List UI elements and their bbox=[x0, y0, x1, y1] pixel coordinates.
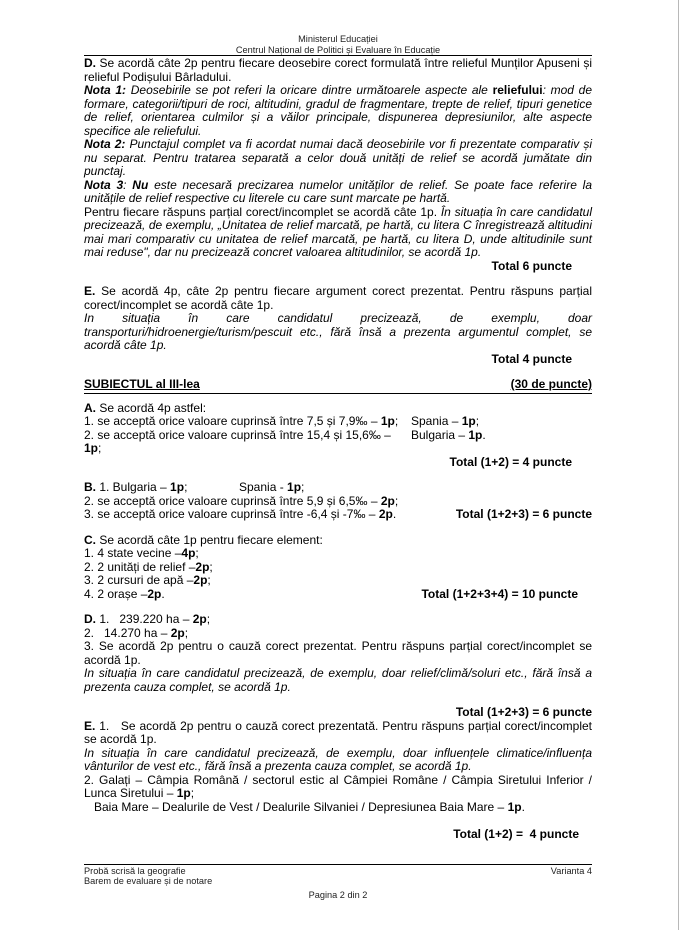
e-row-3-end: . bbox=[522, 800, 525, 814]
subject-3-b-row-3 bbox=[84, 508, 592, 522]
subject-3-a-intro-text: Se acordă 4p astfel: bbox=[96, 401, 206, 415]
subject-3-a-row-2 bbox=[84, 429, 592, 456]
a-row-2-right-end: . bbox=[482, 428, 485, 442]
document-page bbox=[84, 0, 592, 842]
c-item-2-text: 2. 2 unități de relief – bbox=[84, 561, 195, 575]
c-item-3-points: 2p bbox=[193, 574, 207, 588]
d-italic-note: In situația în care candidatul precizează, de exemplu, doar relief/climă/soluri etc., fără însă a prezenta cauza complet, se acordă 1p. bbox=[84, 667, 592, 694]
nota-3-text: este necesară precizarea numelor unităților de relief. Se poate face referire la unitățile de relief respective cu literele cu care sunt marcate pe hartă. bbox=[84, 178, 592, 206]
b-row-3-points: 2p bbox=[379, 507, 393, 521]
subject-3-b-label: B. bbox=[84, 480, 96, 494]
section-d-body: Se acordă câte 2p pentru fiecare deosebire corect formulată între relieful Munților Apuseni și relieful Podișului Bârladului. bbox=[84, 56, 592, 84]
e-row-2 bbox=[84, 774, 592, 801]
footer-exam: Probă scrisă la geografie bbox=[84, 866, 186, 877]
subject-3-a-total: Total (1+2) = 4 puncte bbox=[84, 456, 592, 470]
footer-barem: Barem de evaluare și de notare bbox=[84, 876, 592, 887]
subject-3-points: (30 de puncte) bbox=[511, 378, 592, 392]
a-row-2-left: 2. se acceptă orice valoare cuprinsă între 15,4 și 15,6‰ – bbox=[84, 428, 391, 442]
a-row-1-right: Spania – bbox=[411, 414, 462, 428]
subject-3-c-label: C. bbox=[84, 533, 96, 547]
nota-3 bbox=[84, 179, 592, 206]
a-row-1-left-end: ; bbox=[395, 414, 398, 428]
c-item-4 bbox=[84, 588, 592, 602]
subject-3-heading bbox=[84, 378, 592, 394]
subject-3-a-row-1 bbox=[84, 415, 592, 429]
nota-3-label: Nota 3 bbox=[84, 178, 123, 192]
c-item-4-end: . bbox=[161, 588, 164, 602]
d-row-1-points: 2p bbox=[193, 613, 207, 627]
d-row-2-end: ; bbox=[185, 627, 188, 641]
section-e-label: E. bbox=[84, 284, 95, 298]
nota-1-text-b: : mod de formare, categorii/tipuri de roci, altitudini, gradul de fragmentare, trepte de relief, tipuri genetice de relief, orientarea culmilor și a văilor principale, dispunerea depresiunilor, alte aspecte specifice ale reliefului. bbox=[84, 83, 592, 138]
subject-3-d-label: D. bbox=[84, 613, 96, 627]
subject-3-a-intro bbox=[84, 402, 592, 416]
subject-3-d-row-2 bbox=[84, 627, 592, 641]
nota-1 bbox=[84, 84, 592, 138]
section-e-body: Se acordă 4p, câte 2p pentru fiecare argument corect prezentat. Pentru răspuns parțial corect/incomplet se acordă câte 1p. bbox=[84, 284, 592, 312]
nota-3-colon: : bbox=[123, 178, 132, 192]
a-row-1-right-end: ; bbox=[476, 414, 479, 428]
b-row-1-a-points: 1p bbox=[170, 480, 184, 494]
a-row-2-left-points: 1p bbox=[84, 441, 98, 455]
b-row-2-end: ; bbox=[395, 494, 398, 508]
a-row-1-left: 1. se acceptă orice valoare cuprinsă între 7,5 și 7,9‰ – bbox=[84, 414, 381, 428]
e-row-1-text: 1. Se acordă 2p pentru o cauză corect prezentată. Pentru răspuns parțial corect/incomplet se acordă 1p. bbox=[84, 719, 595, 747]
section-e-total: Total 4 puncte bbox=[84, 353, 592, 367]
subject-3-b-row-2 bbox=[84, 495, 592, 509]
a-row-2-left-end: ; bbox=[98, 441, 101, 455]
header-ministry: Ministerul Educației bbox=[84, 34, 592, 45]
nota-2-label: Nota 2: bbox=[84, 137, 125, 151]
document-footer bbox=[84, 864, 592, 930]
subject-3-e-label: E. bbox=[84, 719, 95, 733]
c-item-2-points: 2p bbox=[195, 561, 209, 575]
c-item-1-points: 4p bbox=[181, 547, 195, 561]
d-row-3: 3. Se acordă 2p pentru o cauză corect prezentat. Pentru răspuns parțial corect/incomplet se acordă 1p. bbox=[84, 640, 592, 667]
b-row-1-a: 1. Bulgaria – bbox=[96, 480, 170, 494]
footer-page-number: Pagina 2 din 2 bbox=[84, 890, 592, 901]
c-item-4-text: 4. 2 orașe – bbox=[84, 588, 147, 602]
b-row-1-a-end: ; bbox=[184, 480, 187, 494]
e-row-3-points: 1p bbox=[508, 800, 522, 814]
section-e-italic: In situația în care candidatul precizează, de exemplu, doar transporturi/hidroenergie/turism/pescuit etc., fără însă a prezenta argumentul complet, se acordă câte 1p. bbox=[84, 312, 592, 353]
subject-3-a-label: A. bbox=[84, 401, 96, 415]
d-row-2-points: 2p bbox=[171, 627, 185, 641]
section-d-partial-text: Pentru fiecare răspuns parțial corect/incomplet se acordă câte 1p. bbox=[84, 205, 441, 219]
c-item-1-text: 1. 4 state vecine – bbox=[84, 547, 181, 561]
d-row-1-text: 1. 239.220 ha – bbox=[96, 613, 193, 627]
section-e-text bbox=[84, 285, 592, 312]
d-row-1-end: ; bbox=[207, 613, 210, 627]
subject-3-b-total: Total (1+2+3) = 6 puncte bbox=[456, 508, 592, 522]
nota-2-text: Punctajul complet va fi acordat numai dacă deosebirile vor fi prezentate comparativ și nu separat. Pentru tratarea separată a celor două unități de relief se acordă jumătate din punctaj. bbox=[84, 137, 592, 178]
c-item-3-end: ; bbox=[207, 574, 210, 588]
subject-3-d-total: Total (1+2+3) = 6 puncte bbox=[84, 706, 592, 720]
b-row-2-text: 2. se acceptă orice valoare cuprinsă între 5,9 și 6,5‰ – bbox=[84, 494, 381, 508]
section-d-label: D. bbox=[84, 56, 96, 70]
e-row-2-text: 2. Galați – Câmpia Română / sectorul estic al Câmpiei Române / Câmpia Siretului Inferior / Lunca Siretului – bbox=[84, 773, 592, 801]
subject-3-e-total: Total (1+2) = 4 puncte bbox=[84, 828, 592, 842]
nota-1-label: Nota 1: bbox=[84, 83, 126, 97]
b-row-2-points: 2p bbox=[381, 494, 395, 508]
section-d-text bbox=[84, 57, 592, 84]
section-d-partial-italic: În situația în care candidatul precizează, de exemplu, „Unitatea de relief marcată, pe hartă, cu litera C înregistrează altitudini mai mari comparativ cu unitatea de relief marcată, pe hartă, cu litera D, unde altitudinile sunt mai reduse", dar nu precizează concret valoarea altitudinilor, se acordă 1p. bbox=[84, 205, 592, 260]
e-italic-note: In situația în care candidatul precizează, de exemplu, doar influențele climatice/influența vânturilor de vest etc., fără însă a prezenta cauza complet, se acordă 1p. bbox=[84, 747, 592, 774]
b-row-1-b: Spania - bbox=[239, 480, 287, 494]
nota-1-text-a: Deosebirile se pot referi la oricare dintre următoarele aspecte ale bbox=[126, 83, 493, 97]
a-row-1-left-points: 1p bbox=[381, 414, 395, 428]
c-item-4-points: 2p bbox=[147, 588, 161, 602]
header-center: Centrul Național de Politici și Evaluare în Educație bbox=[84, 45, 592, 56]
e-row-3-text: Baia Mare – Dealurile de Vest / Dealurile Silvaniei / Depresiunea Baia Mare – bbox=[94, 800, 508, 814]
d-row-2-text: 2. 14.270 ha – bbox=[84, 627, 171, 641]
a-row-2-right-points: 1p bbox=[468, 428, 482, 442]
c-item-2 bbox=[84, 561, 592, 575]
b-row-1-b-points: 1p bbox=[287, 480, 301, 494]
footer-variant: Varianta 4 bbox=[551, 866, 592, 877]
b-row-3-end: . bbox=[393, 507, 396, 521]
subject-3-b-row-1 bbox=[84, 481, 592, 495]
nota-3-bold: Nu bbox=[132, 178, 148, 192]
page-edge bbox=[678, 0, 679, 930]
subject-3-c-total: Total (1+2+3+4) = 10 puncte bbox=[421, 588, 592, 602]
e-row-2-points: 1p bbox=[177, 786, 191, 800]
c-item-3 bbox=[84, 574, 592, 588]
c-item-1 bbox=[84, 547, 592, 561]
section-d-total: Total 6 puncte bbox=[84, 260, 592, 274]
subject-3-title: SUBIECTUL al III-lea bbox=[84, 378, 200, 392]
document-header bbox=[84, 34, 592, 56]
b-row-3-text: 3. se acceptă orice valoare cuprinsă între -6,4 și -7‰ – bbox=[84, 507, 379, 521]
a-row-2-right: Bulgaria – bbox=[411, 428, 468, 442]
e-row-2-end: ; bbox=[191, 786, 194, 800]
c-item-2-end: ; bbox=[209, 561, 212, 575]
subject-3-d-row-1 bbox=[84, 613, 592, 627]
subject-3-e-row-1 bbox=[84, 720, 592, 747]
a-row-1-right-points: 1p bbox=[462, 414, 476, 428]
subject-3-c-intro-text: Se acordă câte 1p pentru fiecare element: bbox=[96, 533, 323, 547]
b-row-1-b-end: ; bbox=[301, 480, 304, 494]
subject-3-c-intro bbox=[84, 534, 592, 548]
c-item-1-end: ; bbox=[195, 547, 198, 561]
c-item-3-text: 3. 2 cursuri de apă – bbox=[84, 574, 193, 588]
e-row-3 bbox=[84, 801, 592, 815]
section-d-partial bbox=[84, 206, 592, 260]
nota-2 bbox=[84, 138, 592, 179]
nota-1-bold: reliefului bbox=[493, 83, 543, 97]
